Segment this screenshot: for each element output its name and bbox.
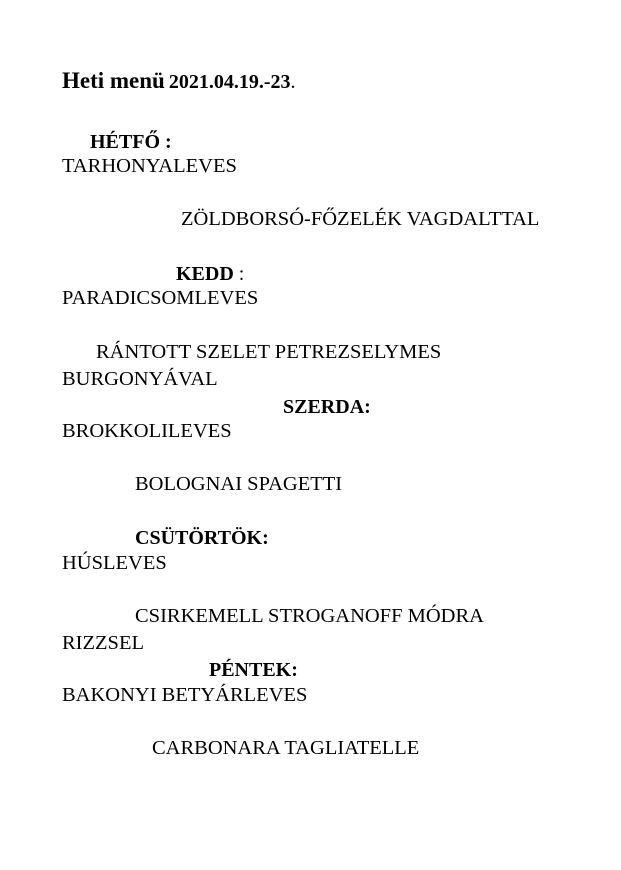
day-name-thursday: CSÜTÖRTÖK:	[135, 527, 269, 549]
main-dish-tuesday-line2: BURGONYÁVAL	[62, 368, 218, 390]
main-dish-wednesday: BOLOGNAI SPAGETTI	[135, 473, 343, 495]
main-dish-thursday-line2: RIZZSEL	[62, 632, 144, 654]
soup-friday: BAKONYI BETYÁRLEVES	[62, 684, 308, 706]
main-dish-monday: ZÖLDBORSÓ-FŐZELÉK VAGDALTTAL	[181, 208, 540, 230]
soup-tuesday: PARADICSOMLEVES	[62, 287, 259, 309]
main-dish-thursday-line1: CSIRKEMELL STROGANOFF MÓDRA	[135, 605, 484, 627]
main-dish-friday: CARBONARA TAGLIATELLE	[152, 737, 420, 759]
day-heading-friday	[209, 656, 298, 683]
day-suffix-tuesday: :	[233, 263, 245, 285]
day-suffix-monday: :	[160, 131, 172, 153]
soup-monday: TARHONYALEVES	[62, 155, 237, 177]
soup-thursday: HÚSLEVES	[62, 552, 167, 574]
day-name-friday: PÉNTEK:	[209, 659, 298, 681]
menu-title-period: .	[290, 71, 296, 93]
day-heading-thursday	[135, 524, 269, 551]
day-name-tuesday: KEDD	[176, 263, 234, 285]
day-name-monday: HÉTFŐ	[90, 131, 161, 153]
day-heading-wednesday	[283, 393, 371, 420]
soup-wednesday: BROKKOLILEVES	[62, 420, 232, 442]
menu-date-range: 2021.04.19.-23	[168, 71, 291, 93]
menu-title-text: Heti menü	[62, 68, 165, 93]
day-heading-tuesday	[176, 260, 244, 287]
day-name-wednesday: SZERDA:	[283, 396, 371, 418]
main-dish-tuesday-line1: RÁNTOTT SZELET PETREZSELYMES	[96, 341, 442, 363]
day-heading-monday	[90, 128, 172, 155]
menu-title	[62, 68, 296, 94]
